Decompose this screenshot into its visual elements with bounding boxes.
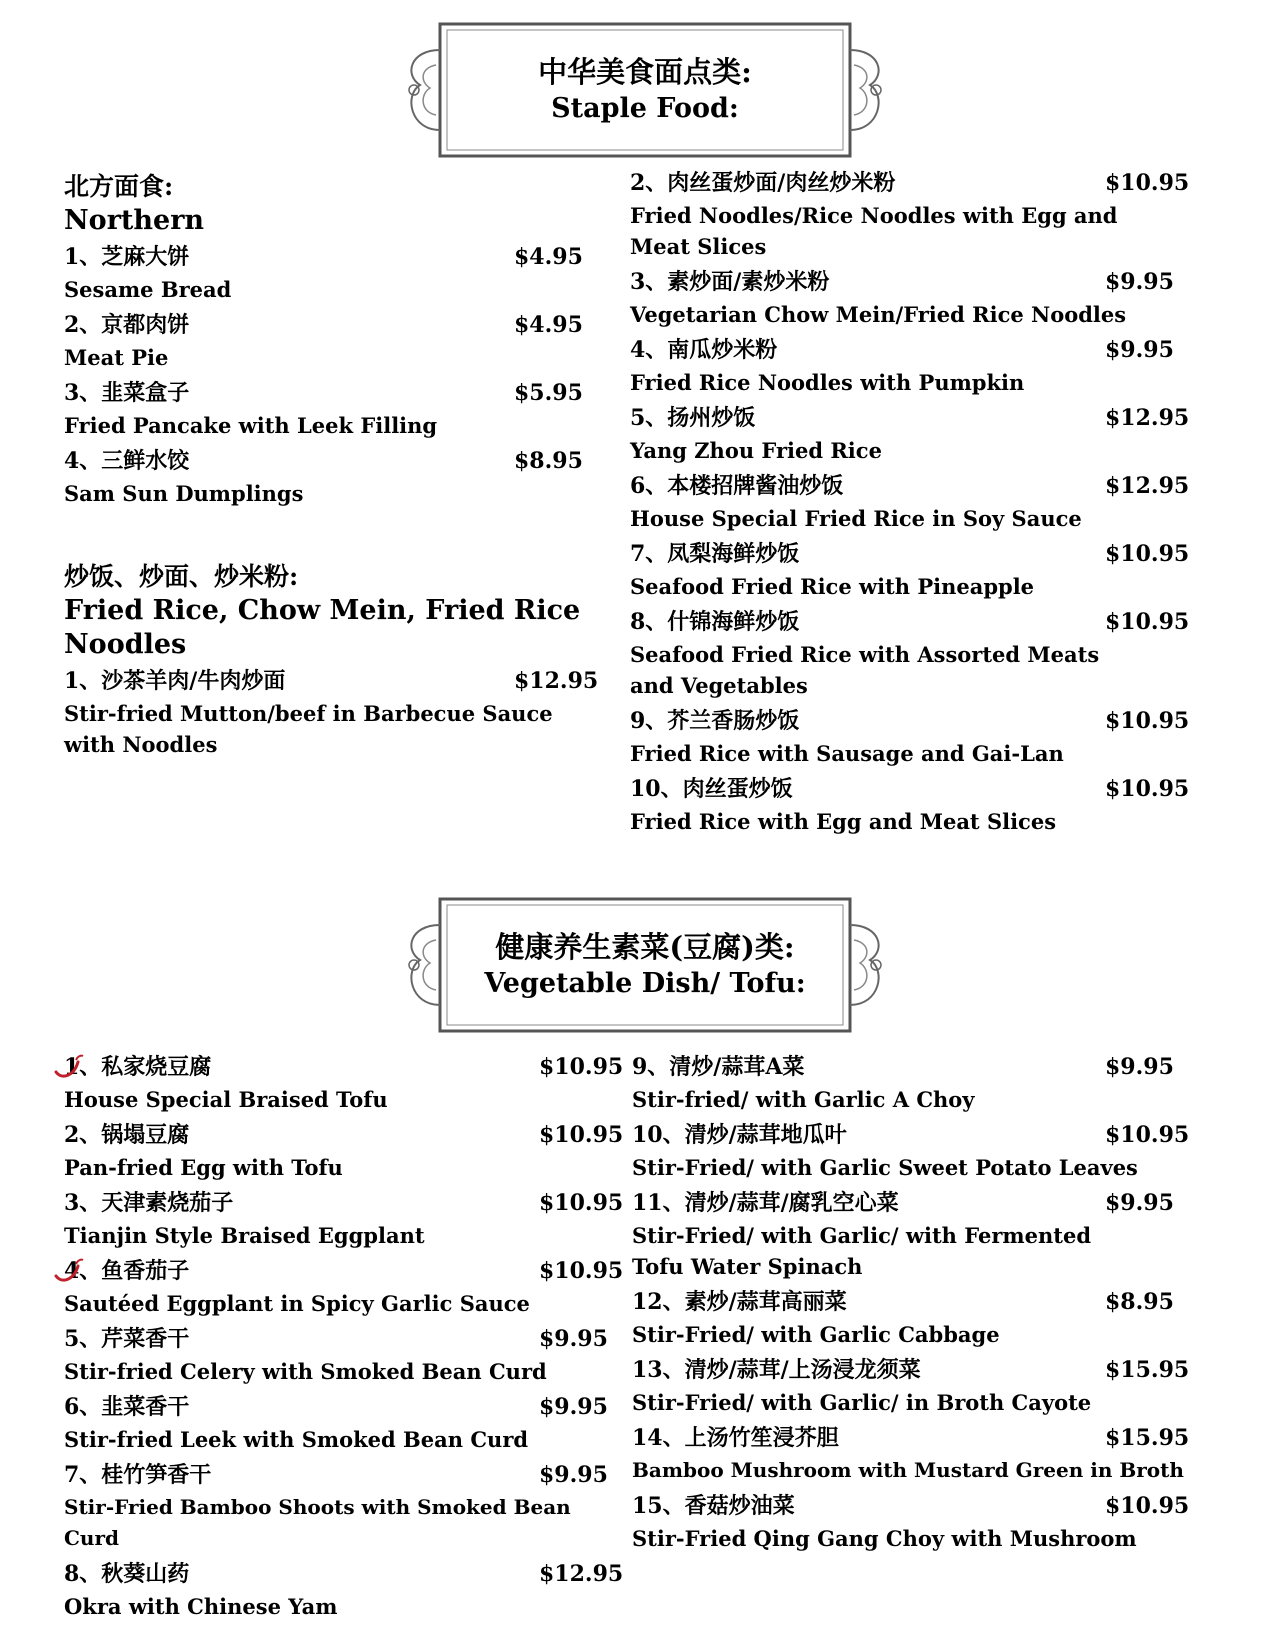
item-name-cn: 3、天津素烧茄子	[64, 1190, 234, 1216]
item-name-cn: 6、韭菜香干	[64, 1394, 190, 1420]
staple-right-column	[630, 166, 1190, 840]
item-price: $10.95	[1105, 708, 1190, 734]
menu-item	[64, 376, 584, 441]
item-name-cn: 4、三鲜水饺	[64, 448, 190, 474]
item-price: $10.95	[1105, 170, 1190, 196]
item-name-en: Seafood Fried Rice with Pineapple	[630, 574, 1035, 599]
item-price: $9.95	[1105, 1190, 1174, 1216]
item-name-en: Meat Pie	[64, 345, 169, 370]
northern-section	[64, 170, 584, 512]
item-price: $12.95	[1105, 405, 1190, 431]
item-name-cn: 8、什锦海鲜炒饭	[630, 609, 800, 635]
menu-item	[632, 1118, 1192, 1183]
item-price: $12.95	[539, 1561, 624, 1587]
item-name-en: Stir-Fried/ with Garlic/ with Fermented Tofu Water Spinach	[632, 1223, 1092, 1279]
item-name-cn: 9、清炒/蒜茸A菜	[632, 1054, 805, 1080]
item-price: $9.95	[1105, 337, 1174, 363]
item-price: $4.95	[514, 244, 583, 270]
menu-item	[632, 1186, 1192, 1282]
section-heading-en: Fried Rice, Chow Mein, Fried Rice Noodles	[64, 595, 581, 660]
item-name-cn: 3、韭菜盒子	[64, 380, 190, 406]
vegetable-tofu-banner	[400, 895, 890, 1035]
item-name-cn: 5、芹菜香干	[64, 1326, 190, 1352]
item-price: $12.95	[514, 668, 599, 694]
menu-item	[630, 772, 1190, 837]
item-name-en: Stir-fried/ with Garlic A Choy	[632, 1087, 975, 1112]
item-name-en: Stir-fried Celery with Smoked Bean Curd	[64, 1359, 547, 1384]
item-name-en: House Special Braised Tofu	[64, 1087, 388, 1112]
item-price: $8.95	[1105, 1289, 1174, 1315]
item-name-en: Sautéed Eggplant in Spicy Garlic Sauce	[64, 1291, 530, 1316]
menu-item	[632, 1421, 1192, 1486]
item-price: $5.95	[514, 380, 583, 406]
menu-item	[64, 664, 604, 760]
menu-item	[632, 1353, 1192, 1418]
item-name-cn: 12、素炒/蒜茸高丽菜	[632, 1289, 847, 1315]
item-price: $10.95	[1105, 609, 1190, 635]
section-heading-cn: 炒饭、炒面、炒米粉:	[64, 562, 299, 591]
item-name-cn: 7、桂竹笋香干	[64, 1462, 212, 1488]
menu-item	[64, 1254, 624, 1319]
item-name-cn: 13、清炒/蒜茸/上汤浸龙须菜	[632, 1357, 921, 1383]
item-name-en: Pan-fried Egg with Tofu	[64, 1155, 343, 1180]
item-name-en: Stir-Fried/ with Garlic Cabbage	[632, 1322, 1000, 1347]
menu-item	[630, 469, 1190, 534]
item-name-en: Fried Rice with Sausage and Gai-Lan	[630, 741, 1064, 766]
veg-right-column	[632, 1050, 1192, 1557]
item-name-en: Fried Pancake with Leek Filling	[64, 413, 438, 438]
item-name-en: Fried Rice with Egg and Meat Slices	[630, 809, 1057, 834]
item-price: $10.95	[539, 1258, 624, 1284]
item-price: $8.95	[514, 448, 583, 474]
item-price: $9.95	[539, 1326, 608, 1352]
item-name-cn: 4、南瓜炒米粉	[630, 337, 778, 363]
item-name-cn: 1、沙茶羊肉/牛肉炒面	[64, 668, 286, 694]
menu-item	[632, 1489, 1192, 1554]
item-name-cn: 2、锅塌豆腐	[64, 1122, 190, 1148]
menu-item	[64, 240, 584, 305]
item-price: $9.95	[1105, 1054, 1174, 1080]
menu-item	[64, 1322, 624, 1387]
item-name-cn: 10、肉丝蛋炒饭	[630, 776, 793, 802]
item-price: $4.95	[514, 312, 583, 338]
item-name-cn: 1、芝麻大饼	[64, 244, 190, 270]
item-price: $15.95	[1105, 1357, 1190, 1383]
item-price: $12.95	[1105, 473, 1190, 499]
item-name-cn: 10、清炒/蒜茸地瓜叶	[632, 1122, 847, 1148]
item-name-en: Seafood Fried Rice with Assorted Meats and Vegetables	[630, 642, 1100, 698]
item-price: $10.95	[539, 1054, 624, 1080]
item-name-en: Sesame Bread	[64, 277, 232, 302]
banner-title-cn: 中华美食面点类:	[538, 55, 752, 89]
item-name-cn: 2、肉丝蛋炒面/肉丝炒米粉	[630, 170, 896, 196]
item-name-cn: 14、上汤竹笙浸芥胆	[632, 1425, 839, 1451]
menu-item	[632, 1285, 1192, 1350]
staple-food-banner	[400, 20, 890, 160]
item-name-en: Vegetarian Chow Mein/Fried Rice Noodles	[630, 302, 1127, 327]
item-name-en: Okra with Chinese Yam	[64, 1594, 338, 1619]
item-name-cn: 8、秋葵山药	[64, 1561, 190, 1587]
item-name-cn: 2、京都肉饼	[64, 312, 190, 338]
item-price: $10.95	[1105, 1122, 1190, 1148]
section-heading-en: Northern	[64, 205, 205, 236]
item-name-en: Stir-Fried/ with Garlic Sweet Potato Leaves	[632, 1155, 1138, 1180]
chili-pepper-icon	[52, 1254, 86, 1288]
section-heading-cn: 北方面食:	[64, 172, 174, 201]
item-name-cn: 1、私家烧豆腐	[64, 1054, 212, 1080]
item-price: $15.95	[1105, 1425, 1190, 1451]
item-name-cn: 3、素炒面/素炒米粉	[630, 269, 830, 295]
item-price: $10.95	[539, 1190, 624, 1216]
item-price: $10.95	[539, 1122, 624, 1148]
item-name-cn: 7、凤梨海鲜炒饭	[630, 541, 800, 567]
item-name-en: Stir-Fried Qing Gang Choy with Mushroom	[632, 1526, 1137, 1551]
menu-item	[630, 401, 1190, 466]
fried-section	[64, 560, 604, 763]
item-name-en: Fried Noodles/Rice Noodles with Egg and Meat Slices	[630, 203, 1118, 259]
item-price: $9.95	[539, 1462, 608, 1488]
menu-item	[630, 333, 1190, 398]
item-name-en: Stir-fried Leek with Smoked Bean Curd	[64, 1427, 529, 1452]
banner-title-en: Vegetable Dish/ Tofu:	[484, 968, 806, 999]
item-name-cn: 11、清炒/蒜茸/腐乳空心菜	[632, 1190, 899, 1216]
item-price: $10.95	[1105, 776, 1190, 802]
chili-pepper-icon	[52, 1050, 86, 1084]
item-name-en: Bamboo Mushroom with Mustard Green in Broth	[632, 1458, 1184, 1482]
item-price: $10.95	[1105, 1493, 1190, 1519]
item-price: $9.95	[1105, 269, 1174, 295]
menu-item	[630, 265, 1190, 330]
menu-item	[64, 1186, 624, 1251]
item-price: $9.95	[539, 1394, 608, 1420]
banner-title-en: Staple Food:	[551, 93, 739, 124]
menu-item	[64, 1458, 624, 1554]
item-name-en: Sam Sun Dumplings	[64, 481, 304, 506]
menu-item	[630, 605, 1190, 701]
banner-title-cn: 健康养生素菜(豆腐)类:	[495, 930, 795, 964]
item-name-cn: 6、本楼招牌酱油炒饭	[630, 473, 844, 499]
item-name-en: Stir-Fried/ with Garlic/ in Broth Cayote	[632, 1390, 1092, 1415]
menu-item	[632, 1050, 1192, 1115]
item-name-en: Fried Rice Noodles with Pumpkin	[630, 370, 1025, 395]
item-name-cn: 4、鱼香茄子	[64, 1258, 190, 1284]
menu-item	[64, 1050, 624, 1115]
item-name-en: House Special Fried Rice in Soy Sauce	[630, 506, 1082, 531]
menu-item	[630, 704, 1190, 769]
menu-item	[630, 166, 1190, 262]
veg-left-column	[64, 1050, 624, 1625]
item-name-cn: 15、香菇炒油菜	[632, 1493, 795, 1519]
menu-item	[64, 1390, 624, 1455]
menu-item	[64, 444, 584, 509]
item-name-en: Stir-Fried Bamboo Shoots with Smoked Bean Curd	[64, 1495, 571, 1550]
menu-item	[630, 537, 1190, 602]
menu-item	[64, 1557, 624, 1622]
menu-item	[64, 308, 584, 373]
item-name-en: Yang Zhou Fried Rice	[630, 438, 882, 463]
item-name-en: Tianjin Style Braised Eggplant	[64, 1223, 425, 1248]
item-name-cn: 9、芥兰香肠炒饭	[630, 708, 800, 734]
item-name-en: Stir-fried Mutton/beef in Barbecue Sauce with Noodles	[64, 701, 553, 757]
menu-item	[64, 1118, 624, 1183]
item-name-cn: 5、扬州炒饭	[630, 405, 756, 431]
item-price: $10.95	[1105, 541, 1190, 567]
